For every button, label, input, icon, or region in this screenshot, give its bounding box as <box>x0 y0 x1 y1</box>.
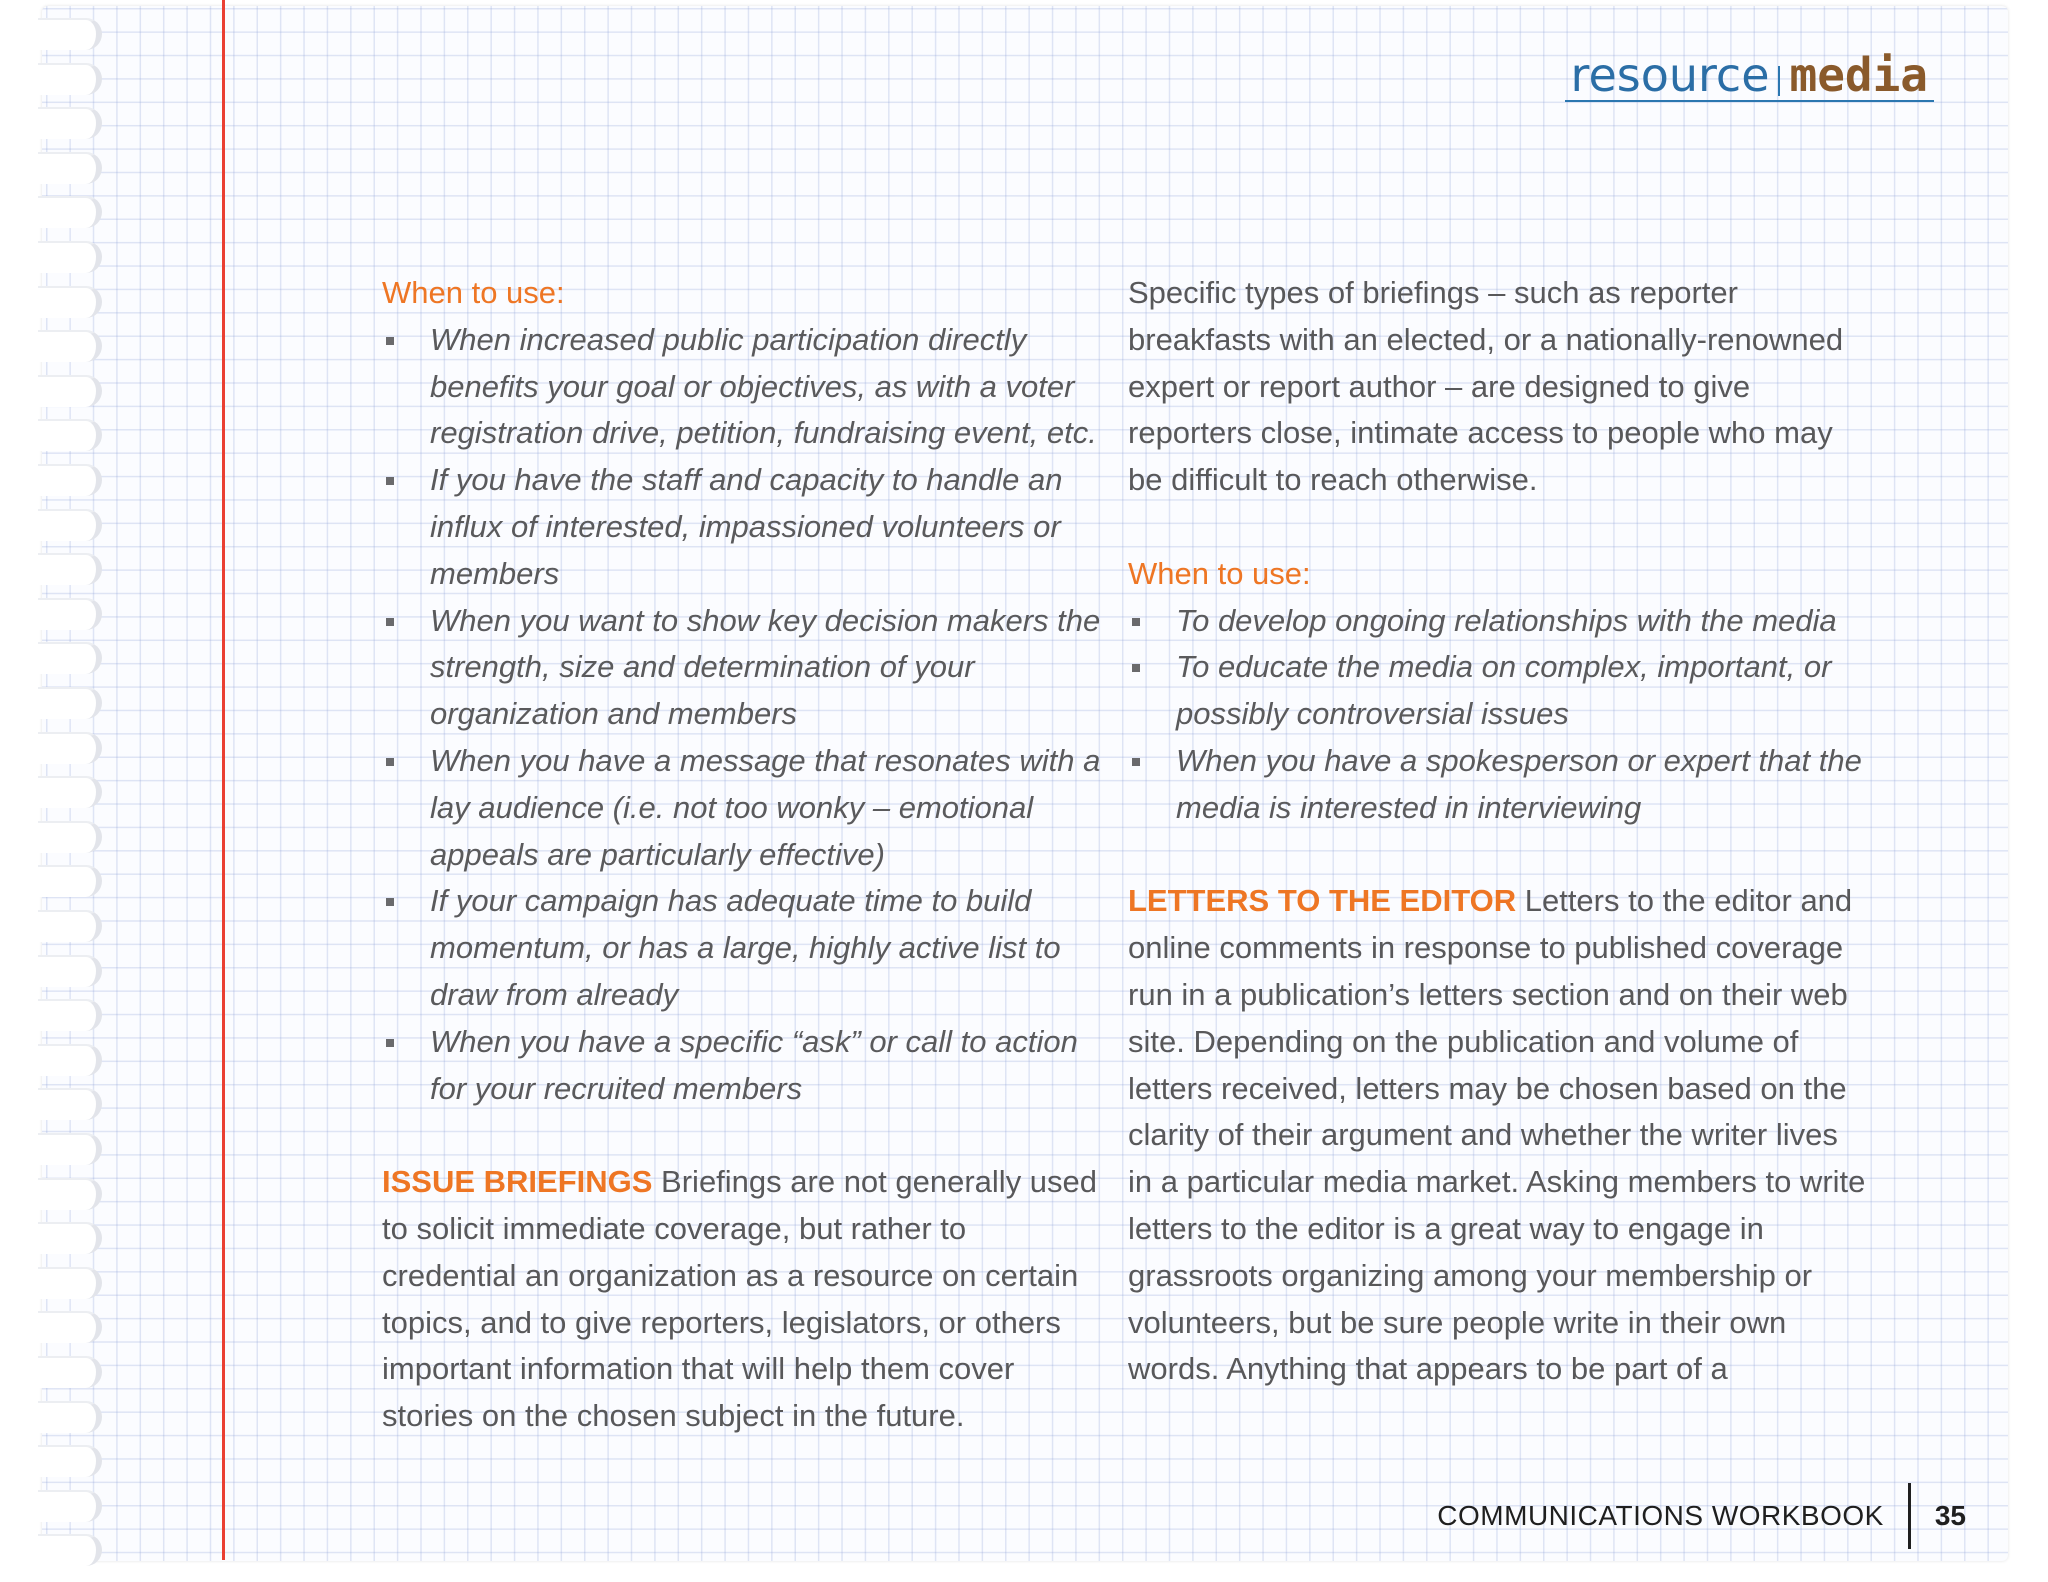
binder-hole <box>38 1311 102 1343</box>
binder-hole <box>38 509 102 541</box>
binder-hole <box>38 1133 102 1165</box>
binder-hole <box>38 955 102 987</box>
binder-hole <box>38 687 102 719</box>
footer-divider <box>1908 1483 1911 1549</box>
binder-hole <box>38 821 102 853</box>
binder-hole <box>38 1267 102 1299</box>
page-number: 35 <box>1934 1500 1966 1531</box>
when-to-use-heading-left: When to use: <box>382 275 565 310</box>
binder-hole <box>38 107 102 139</box>
logo-part-resource: resource <box>1570 48 1770 102</box>
list-item: When you have a specific “ask” or call to action for your recruited members <box>382 1019 1102 1113</box>
when-to-use-heading-right: When to use: <box>1128 555 1311 591</box>
binder-holes <box>0 0 110 1582</box>
issue-briefings-paragraph <box>382 1159 1102 1440</box>
letters-to-editor-text: Letters to the editor and online comments in response to published coverage run in a publication’s letters section and on their web site. Depending on the publication and volume of letters received, letters may be chosen based on the clarity of their argument and whether the writer lives in a particular media market. Asking members to write letters to the editor is a great way to engage in grassroots organizing among your membership or volunteers, but be sure people write in their own words. Anything that appears to be part of a <box>1128 883 1866 1387</box>
binder-hole <box>38 419 102 451</box>
binder-hole <box>38 1044 102 1076</box>
logo-part-media: media <box>1789 48 1928 102</box>
left-column <box>382 270 1102 1440</box>
spacer <box>1128 832 1868 879</box>
right-column <box>1128 270 1868 1393</box>
binder-hole <box>38 18 102 50</box>
spacer <box>1128 504 1868 551</box>
spacer <box>382 1112 1102 1159</box>
binder-hole <box>38 375 102 407</box>
binder-hole <box>38 910 102 942</box>
binder-hole <box>38 152 102 184</box>
list-item: If you have the staff and capacity to handle an influx of interested, impassioned volunteers or members <box>382 457 1102 597</box>
binder-hole <box>38 1088 102 1120</box>
list-item: When you have a message that resonates with a lay audience (i.e. not too wonky – emotional appeals are particularly effective) <box>382 738 1102 878</box>
list-item: When increased public participation directly benefits your goal or objectives, as with a voter registration drive, petition, fundraising event, etc. <box>382 317 1102 457</box>
binder-hole <box>38 732 102 764</box>
binder-hole <box>38 286 102 318</box>
binder-hole <box>38 464 102 496</box>
letters-to-editor-paragraph <box>1128 878 1868 1393</box>
issue-briefings-keyword: ISSUE BRIEFINGS <box>382 1164 653 1200</box>
binder-hole <box>38 999 102 1031</box>
bullet-list-left <box>382 317 1102 1113</box>
footer-title: COMMUNICATIONS WORKBOOK <box>1437 1500 1884 1531</box>
page-footer <box>1437 1496 1966 1536</box>
binder-hole <box>38 241 102 273</box>
binder-hole <box>38 598 102 630</box>
margin-line <box>222 0 225 1560</box>
list-item: If your campaign has adequate time to build momentum, or has a large, highly active list to draw from already <box>382 878 1102 1018</box>
binder-hole <box>38 642 102 674</box>
binder-hole <box>38 865 102 897</box>
binder-hole <box>38 1445 102 1477</box>
list-item: When you have a spokesperson or expert that the media is interested in interviewing <box>1128 738 1868 832</box>
binder-hole <box>38 1356 102 1388</box>
binder-hole <box>38 196 102 228</box>
bullet-list-right <box>1128 598 1868 832</box>
list-item: To educate the media on complex, important, or possibly controversial issues <box>1128 644 1868 738</box>
list-item: To develop ongoing relationships with the media <box>1128 598 1868 645</box>
list-item: When you want to show key decision makers the strength, size and determination of your organization and members <box>382 598 1102 738</box>
letters-to-editor-keyword: LETTERS TO THE EDITOR <box>1128 883 1517 919</box>
binder-hole <box>38 1490 102 1522</box>
issue-briefings-text: Briefings are not generally used to solicit immediate coverage, but rather to credential an organization as a resource on certain topics, and to give reporters, legislators, or others important information that will help them cover stories on the chosen subject in the future. <box>382 1164 1098 1434</box>
binder-hole <box>38 330 102 362</box>
binder-hole <box>38 776 102 808</box>
logo-divider <box>1778 66 1780 96</box>
binder-hole <box>38 1178 102 1210</box>
briefing-types-paragraph: Specific types of briefings – such as reporter breakfasts with an elected, or a nationally-renowned expert or report author – are designed to give reporters close, intimate access to people who may be difficult to reach otherwise. <box>1128 275 1844 498</box>
binder-hole <box>38 1222 102 1254</box>
binder-hole <box>38 1534 102 1566</box>
binder-hole <box>38 1401 102 1433</box>
binder-hole <box>38 553 102 585</box>
resource-media-logo <box>1565 46 1934 102</box>
binder-hole <box>38 63 102 95</box>
